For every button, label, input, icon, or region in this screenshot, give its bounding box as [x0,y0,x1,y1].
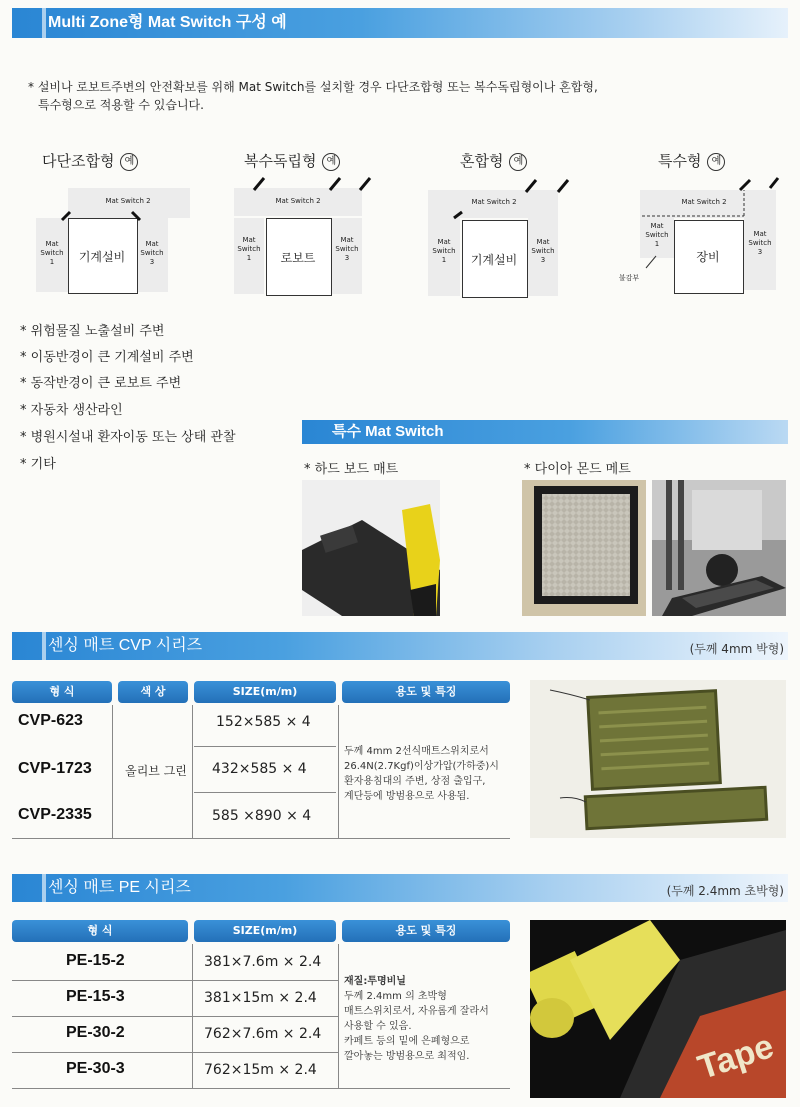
cvp-col-divider [192,705,193,838]
pe-size-cell: 381×7.6m × 2.4 [204,954,322,970]
pe-mat-image [530,920,786,1098]
pe-product-photo [530,920,786,1098]
cvp-usage-line: 26.4N(2.7Kgf)이상가압(가하중)시 [344,761,499,772]
diagram-title-text: 특수형 [658,152,702,170]
pe-model-cell: PE-15-2 [66,952,125,969]
pe-photo-brand-text: Tape [693,1027,779,1088]
cvp-size-cell: 152×585 × 4 [216,714,311,730]
cvp-usage-line: 두께 4mm 2선식매트스위치로서 [344,746,489,757]
pe-usage-line: 깔아놓는 방범용으로 최적임. [344,1051,470,1062]
mat-switch-1-label: Mat Switch 1 [432,238,456,264]
connector-marks [60,208,144,224]
cvp-product-photo [530,680,786,838]
pe-usage-cell [344,974,514,1064]
header-accent [42,874,46,902]
cvp-usage-line: 환자용침대의 주변, 상점 출입구, [344,776,486,787]
pe-col-usage: 용도 및 특징 [342,920,510,942]
connector-marks [252,174,376,194]
cvp-section-header [12,632,788,660]
diamond-caption: * 다이아 몬드 메트 [524,462,631,477]
pe-row-divider [12,1016,338,1017]
forklift-image [652,480,786,616]
cvp-col-divider [338,705,339,838]
use-item: * 동작반경이 큰 로보트 주변 [20,376,182,391]
pe-col-size: SIZE(m/m) [194,920,336,942]
diagram-title-independent [244,150,340,171]
use-item: * 자동차 생산라인 [20,403,123,418]
pe-usage-line: 매트스위치로서, 자유롭게 잘라서 [344,1006,489,1017]
mat-switch-2-label: Mat Switch 2 [681,198,727,206]
pe-col-divider [338,944,339,1088]
pe-size-cell: 762×15m × 2.4 [204,1062,317,1078]
cvp-model-cell: CVP-2335 [18,806,92,823]
pe-col-divider [192,944,193,1088]
diagram-title-mixed [460,150,527,171]
dead-zone-marks [626,174,786,278]
cvp-model-cell: CVP-623 [18,712,83,729]
cvp-color-cell: 올리브 그린 [125,764,187,778]
pe-model-cell: PE-15-3 [66,988,125,1005]
use-item: * 병원시설내 환자이동 또는 상태 관찰 [20,430,236,445]
example-mark: 예 [120,153,138,171]
intro-line-2: 특수형으로 적용할 수 있습니다. [38,98,204,112]
pe-model-cell: PE-30-3 [66,1060,125,1077]
section-header-multizone [12,8,788,38]
cvp-usage-line: 계단등에 방범용으로 사용됨. [344,791,470,802]
header-accent [42,8,46,38]
special-section-header [302,420,788,444]
intro-note [28,78,768,114]
pe-usage-line: 두께 2.4mm 의 초박형 [344,991,447,1002]
cvp-size-cell: 585 ×890 × 4 [212,808,312,824]
mat-switch-1-label: Mat Switch 1 [237,236,261,262]
example-mark: 예 [707,153,725,171]
pe-usage-line: 카페트 등의 밑에 은폐형으로 [344,1036,470,1047]
pe-size-cell: 762×7.6m × 2.4 [204,1026,322,1042]
pe-section-title: 센싱 매트 PE 시리즈 [48,879,191,896]
connector-marks [452,176,576,222]
pe-model-cell: PE-30-2 [66,1024,125,1041]
hard-board-caption: * 하드 보드 매트 [304,462,399,477]
cvp-row-divider [194,792,336,793]
intro-line-1: * 설비나 로보트주변의 안전확보를 위해 Mat Switch를 설치할 경우 다단조합형 또는 복수독립형이나 혼합형, [28,80,598,94]
mat-switch-3-label: Mat Switch 3 [140,240,164,266]
cvp-col-size: SIZE(m/m) [194,681,336,703]
pe-material: 재질:투명비닐 [344,976,406,987]
use-item: * 기타 [20,457,56,472]
diamond-mat-image [522,480,646,616]
machine-label: 기계설비 [78,250,126,264]
pe-size-cell: 381×15m × 2.4 [204,990,317,1006]
pe-table-bottom [12,1088,510,1089]
mat-switch-3-label: Mat Switch 3 [335,236,359,262]
cvp-model-cell: CVP-1723 [18,760,92,777]
cvp-col-color: 색 상 [118,681,188,703]
pe-usage-line: 사용할 수 있음. [344,1021,412,1032]
machine-label: 기계설비 [470,253,518,267]
robot-label: 로보트 [280,251,316,265]
mat-switch-3-label: Mat Switch 3 [531,238,555,264]
hard-board-mat-image [302,480,440,616]
mat-switch-3-label: Mat Switch 3 [748,230,772,256]
example-mark: 예 [509,153,527,171]
cvp-table-bottom [12,838,510,839]
use-item: * 위험물질 노출설비 주변 [20,324,165,339]
hard-board-mat-photo [302,480,440,616]
page-title: Multi Zone형 Mat Switch 구성 예 [48,14,287,31]
diagram-title-multistage [42,150,138,171]
mat-switch-1-label: Mat Switch 1 [40,240,64,266]
dead-zone-label: 불감부 [618,274,640,282]
forklift-on-mat-photo [652,480,786,616]
pe-col-model: 형 식 [12,920,188,942]
mat-switch-2-label: Mat Switch 2 [275,197,321,205]
diagram-title-text: 혼합형 [460,152,504,170]
diagram-title-text: 복수독립형 [244,152,317,170]
header-accent [42,632,46,660]
diagram-title-text: 다단조합형 [42,152,115,170]
equipment-label: 장비 [696,250,720,264]
special-section-title: 특수 Mat Switch [332,423,444,440]
diagram-title-special [658,150,725,171]
pe-row-divider [12,1052,338,1053]
cvp-col-usage: 용도 및 특징 [342,681,510,703]
cvp-usage-cell [344,744,514,804]
cvp-section-title: 센싱 매트 CVP 시리즈 [48,637,203,654]
cvp-thickness: (두께 4mm 박형) [689,642,784,656]
cvp-col-model: 형 식 [12,681,112,703]
cvp-size-cell: 432×585 × 4 [212,761,307,777]
mat-switch-1-label: Mat Switch 1 [645,222,669,248]
use-item: * 이동반경이 큰 기계설비 주변 [20,350,194,365]
pe-row-divider [12,980,338,981]
cvp-col-divider [112,705,113,838]
pe-thickness: (두께 2.4mm 초박형) [666,884,784,898]
cvp-mat-image [530,680,786,838]
diamond-mat-photo [522,480,646,616]
mat-switch-2-label: Mat Switch 2 [471,198,517,206]
mat-switch-2-label: Mat Switch 2 [105,197,151,205]
cvp-row-divider [194,746,336,747]
example-mark: 예 [322,153,340,171]
